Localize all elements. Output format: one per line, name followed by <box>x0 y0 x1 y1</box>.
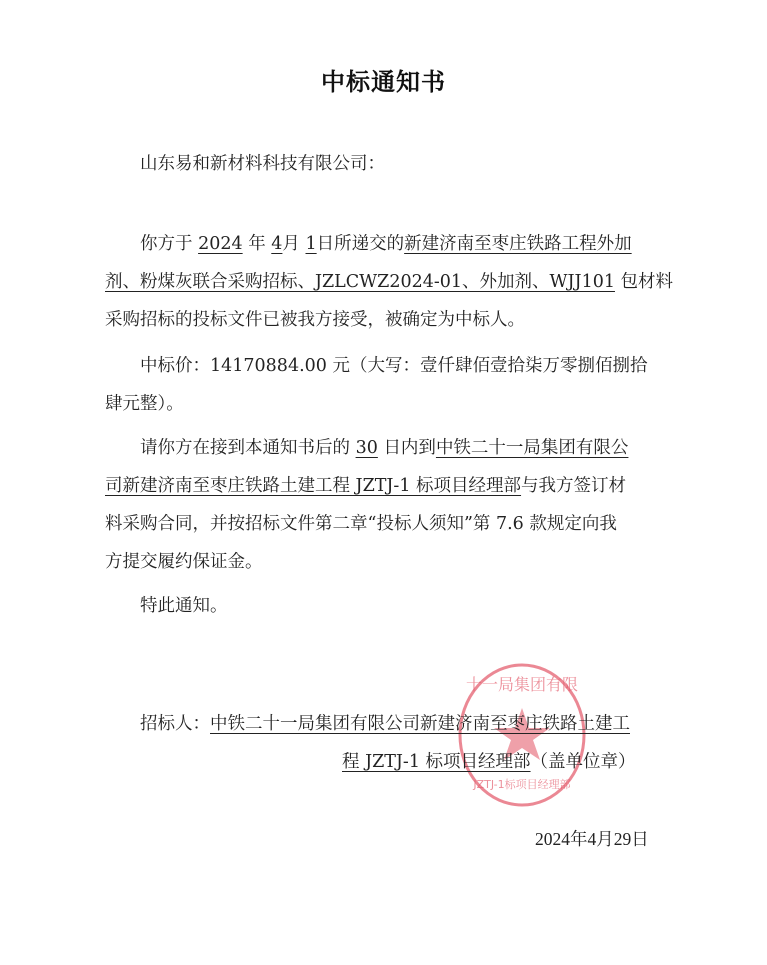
signatory-line-1 <box>140 712 630 736</box>
bid-price-line-1: 中标价：14170884.00 元（大写：壹仟肆佰壹拾柒万零捌佰捌拾 <box>140 356 648 376</box>
closing: 特此通知。 <box>140 596 228 616</box>
text: 年 <box>248 234 266 254</box>
project-name: 剂、粉煤灰联合采购招标、JZLCWZ2024-01、外加剂、WJJ101 <box>105 272 615 292</box>
text: 月 <box>282 234 300 254</box>
issue-date: 2024年4月29日 <box>535 829 649 849</box>
addressee: 山东易和新材料科技有限公司： <box>140 154 385 174</box>
paragraph-1-line-1 <box>140 232 632 256</box>
paragraph-3-line-4: 方提交履约保证金。 <box>105 552 263 572</box>
svg-text:JZTJ-1标项目经理部: JZTJ-1标项目经理部 <box>473 778 571 791</box>
text: 请你方在接到本通知书后的 <box>140 438 350 458</box>
signatory-label: 招标人： <box>140 714 210 734</box>
svg-text:十一局集团有限: 十一局集团有限 <box>465 675 579 694</box>
text: 与我方签订材 <box>521 476 627 496</box>
submission-month: 4 <box>271 234 283 254</box>
organization-name: 司新建济南至枣庄铁路土建工程 JZTJ-1 标项目经理部 <box>105 476 522 496</box>
seal-note: （盖单位章） <box>530 752 636 772</box>
signatory-organization: 中铁二十一局集团有限公司新建济南至枣庄铁路土建工 <box>210 714 630 734</box>
bid-price-line-2: 肆元整）。 <box>105 394 184 414</box>
paragraph-3-line-2 <box>105 474 626 498</box>
organization-name: 中铁二十一局集团有限公 <box>435 438 629 458</box>
days-count: 30 <box>355 438 378 458</box>
text: 日所递交的 <box>316 234 405 254</box>
submission-day: 1 <box>305 234 317 254</box>
submission-year: 2024 <box>198 234 243 254</box>
project-name: 新建济南至枣庄铁路工程外加 <box>404 234 632 254</box>
paragraph-1-line-3: 采购招标的投标文件已被我方接受，被确定为中标人。 <box>105 310 525 330</box>
text: 你方于 <box>140 234 193 254</box>
signatory-line-2 <box>342 750 636 774</box>
paragraph-3-line-3: 料采购合同，并按招标文件第二章“投标人须知”第 7.6 款规定向我 <box>105 514 617 534</box>
text: 包材料 <box>620 272 674 292</box>
signatory-organization: 程 JZTJ-1 标项目经理部 <box>342 752 531 772</box>
paragraph-1-line-2 <box>105 270 673 294</box>
paragraph-3-line-1 <box>140 436 628 460</box>
page-title: 中标通知书 <box>321 68 446 96</box>
text: 日内到 <box>383 438 436 458</box>
